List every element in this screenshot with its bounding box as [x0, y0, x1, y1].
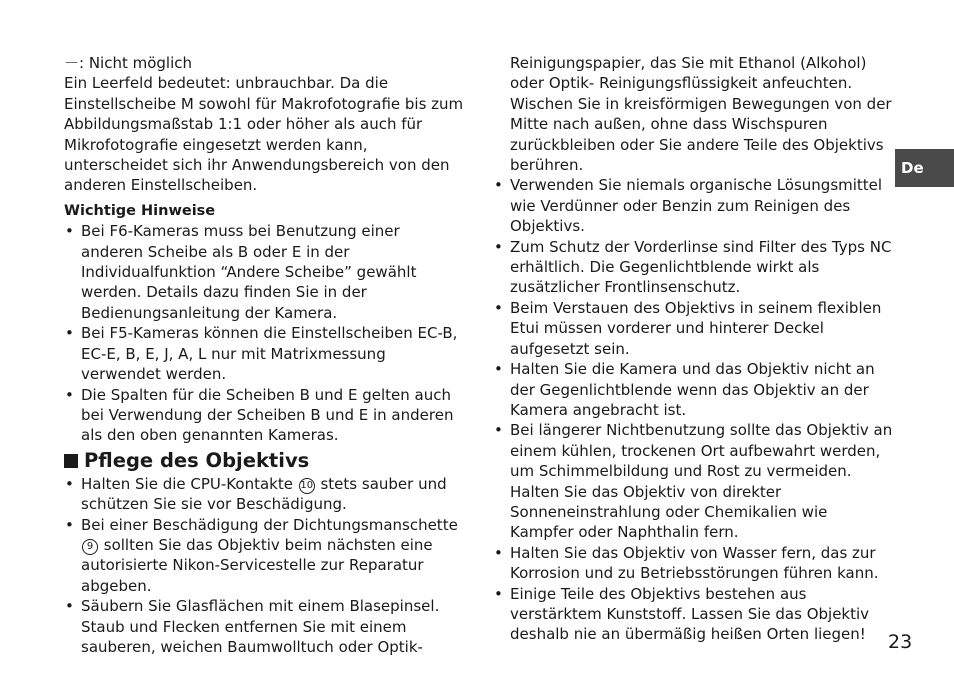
left-column [64, 53, 464, 657]
list-item: • Halten Sie die CPU-Kontakte 10 stets sauber und schützen Sie sie vor Beschädigung. [64, 474, 464, 515]
section-title: Pflege des Objektivs [84, 448, 310, 472]
right-column [493, 53, 893, 645]
notes-list [64, 221, 464, 445]
continuation-paragraph: Reinigungspapier, das Sie mit Ethanol (Alkohol) oder Optik- Reinigungsflüssigkeit anfeuchten. Wischen Sie in kreisförmigen Bewegungen von der Mitte nach außen, ohne dass Wischspuren zurückbleiben oder Sie andere Teile des Objektivs berühren. [510, 54, 892, 175]
list-item: • Halten Sie die Kamera und das Objektiv nicht an der Gegenlichtblende wenn das Objektiv an der Kamera angebracht ist. [493, 359, 893, 420]
intro-paragraph: Ein Leerfeld bedeutet: unbrauchbar. Da die Einstellscheibe M sowohl für Makrofotografie bis zum Abbildungsmaßstab 1:1 oder höher als auch für Mikrofotografie eingesetzt werden kann, unterscheidet sich ihr Anwendungsbereich von den anderen Einstellscheiben. [64, 74, 464, 195]
list-item: • Die Spalten für die Scheiben B und E gelten auch bei Verwendung der Scheiben B und E in anderen als den oben genannten Kameras. [64, 385, 464, 446]
circled-number: 10 [299, 478, 315, 494]
section-heading [64, 449, 464, 473]
language-tab: De [895, 149, 954, 187]
list-item: • Bei F6-Kameras muss bei Benutzung einer anderen Scheibe als B oder E in der Individualfunktion “Andere Scheibe” gewählt werden. Details dazu finden Sie in der Bedienungsanleitung der Kamera. [64, 221, 464, 323]
list-item: • Einige Teile des Objektivs bestehen aus verstärktem Kunststoff. Lassen Sie das Objektiv deshalb nie an übermäßig heißen Orten liegen! [493, 584, 893, 645]
list-item: • Verwenden Sie niemals organische Lösungsmittel wie Verdünner oder Benzin zum Reinigen des Objektivs. [493, 175, 893, 236]
circled-number: 9 [82, 539, 98, 555]
page-number: 23 [888, 631, 913, 653]
list-item: • Zum Schutz der Vorderlinse sind Filter des Typs NC erhältlich. Die Gegenlichtblende wirkt als zusätzlicher Frontlinsenschutz. [493, 237, 893, 298]
legend-line: －: Nicht möglich [64, 54, 193, 72]
care-list-continued [493, 175, 893, 644]
list-item: • Halten Sie das Objektiv von Wasser fern, das zur Korrosion und zu Betriebsstörungen führen kann. [493, 543, 893, 584]
list-item: • Bei einer Beschädigung der Dichtungsmanschette 9 sollten Sie das Objektiv beim nächsten eine autorisierte Nikon-Servicestelle zur Reparatur abgeben. [64, 515, 464, 597]
list-item: • Beim Verstauen des Objektivs in seinem flexiblen Etui müssen vorderer und hinterer Deckel aufgesetzt sein. [493, 298, 893, 359]
list-item: • Bei F5-Kameras können die Einstellscheiben EC-B, EC-E, B, E, J, A, L nur mit Matrixmessung verwendet werden. [64, 323, 464, 384]
care-list [64, 474, 464, 658]
notes-heading: Wichtige Hinweise [64, 202, 216, 219]
list-item: • Säubern Sie Glasflächen mit einem Blasepinsel. Staub und Flecken entfernen Sie mit einem sauberen, weichen Baumwolltuch oder Optik- [64, 596, 464, 657]
list-item: • Bei längerer Nichtbenutzung sollte das Objektiv an einem kühlen, trockenen Ort aufbewahrt werden, um Schimmelbildung und Rost zu vermeiden. Halten Sie das Objektiv von direkter Sonneneinstrahlung oder Chemikalien wie Kampfer oder Naphthalin fern. [493, 420, 893, 542]
square-bullet-icon [64, 454, 78, 468]
